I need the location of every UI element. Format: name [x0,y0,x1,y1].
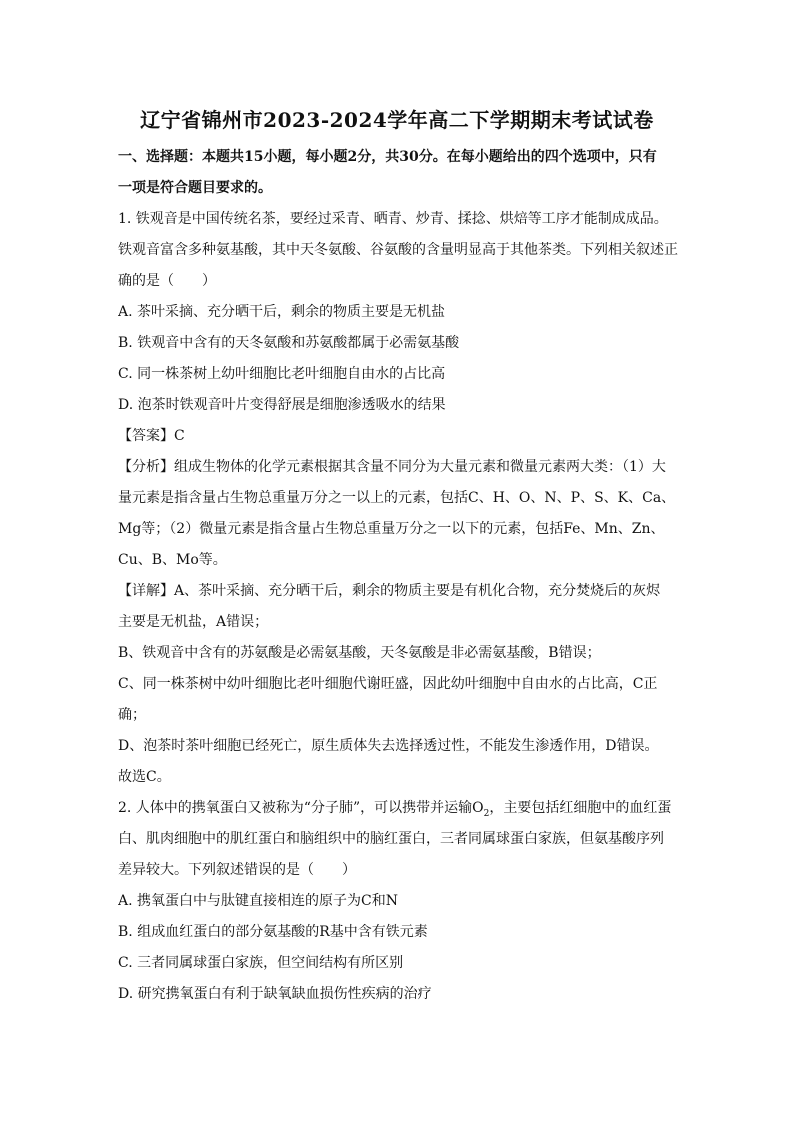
subscript: 2 [483,808,490,819]
detail-line: 【详解】A、茶叶采摘、充分晒干后，剩余的物质主要是有机化合物，充分焚烧后的灰烬 [118,583,661,599]
question-stem-line: 确的是（ ） [118,273,216,289]
detail-line: 确； [118,707,146,723]
analysis-line: Cu、B、Mo等。 [118,552,227,568]
option-c: C. 同一株茶树上幼叶细胞比老叶细胞自由水的占比高 [118,366,446,382]
analysis-line: 量元素是指含量占生物总重量万分之一以上的元素，包括C、H、O、N、P、S、K、Ca、 [118,490,676,506]
question-stem-line [118,793,682,824]
detail-line: 主要是无机盐，A错误； [118,614,269,630]
analysis-line: Mg等；（2）微量元素是指含量占生物总重量万分之一以下的元素，包括Fe、Mn、Zn、 [118,521,665,537]
option-d: D. 研究携氧蛋白有利于缺氧缺血损伤性疾病的治疗 [118,986,432,1002]
document-body [118,142,682,1010]
page-title: 辽宁省锦州市2023-2024学年高二下学期期末考试试卷 [140,108,654,132]
question-2 [118,793,682,1010]
answer-line: 【答案】C [118,428,185,444]
section-intro-line: 一、选择题：本题共15小题，每小题2分，共30分。在每小题给出的四个选项中，只有 [118,149,657,165]
section-intro-line: 一项是符合题目要求的。 [118,180,272,196]
question-stem-line: 1. 铁观音是中国传统名茶，要经过采青、晒青、炒青、揉捻、烘焙等工序才能制成成品。 [118,211,668,227]
stem-text: ，主要包括红细胞中的血红蛋 [489,800,672,816]
detail-line: B、铁观音中含有的苏氨酸是必需氨基酸，天冬氨酸是非必需氨基酸，B错误； [118,645,601,661]
question-stem-line: 铁观音富含多种氨基酸，其中天冬氨酸、谷氨酸的含量明显高于其他茶类。下列相关叙述正 [118,242,678,258]
detail-line: D、泡茶时茶叶细胞已经死亡，原生质体失去选择透过性，不能发生渗透作用，D错误。 [118,738,659,754]
stem-text: 2. 人体中的携氧蛋白又被称为“分子肺”，可以携带并运输O [118,800,484,816]
analysis-line: 【分析】组成生物体的化学元素根据其含量不同分为大量元素和微量元素两大类：（1）大 [118,459,666,475]
detail-line: C、同一株茶树中幼叶细胞比老叶细胞代谢旺盛，因此幼叶细胞中自由水的占比高，C正 [118,676,658,692]
question-stem-line: 差异较大。下列叙述错误的是（ ） [118,862,356,878]
option-a: A. 携氧蛋白中与肽键直接相连的原子为C和N [118,893,398,909]
option-a: A. 茶叶采摘、充分晒干后，剩余的物质主要是无机盐 [118,304,446,320]
option-b: B. 铁观音中含有的天冬氨酸和苏氨酸都属于必需氨基酸 [118,335,460,351]
question-1 [118,204,682,793]
option-b: B. 组成血红蛋白的部分氨基酸的R基中含有铁元素 [118,924,428,940]
option-c: C. 三者同属球蛋白家族，但空间结构有所区别 [118,955,404,971]
option-d: D. 泡茶时铁观音叶片变得舒展是细胞渗透吸水的结果 [118,397,446,413]
question-stem-line: 白、肌肉细胞中的肌红蛋白和脑组织中的脑红蛋白，三者同属球蛋白家族，但氨基酸序列 [118,831,664,847]
conclusion-line: 故选C。 [118,769,171,785]
